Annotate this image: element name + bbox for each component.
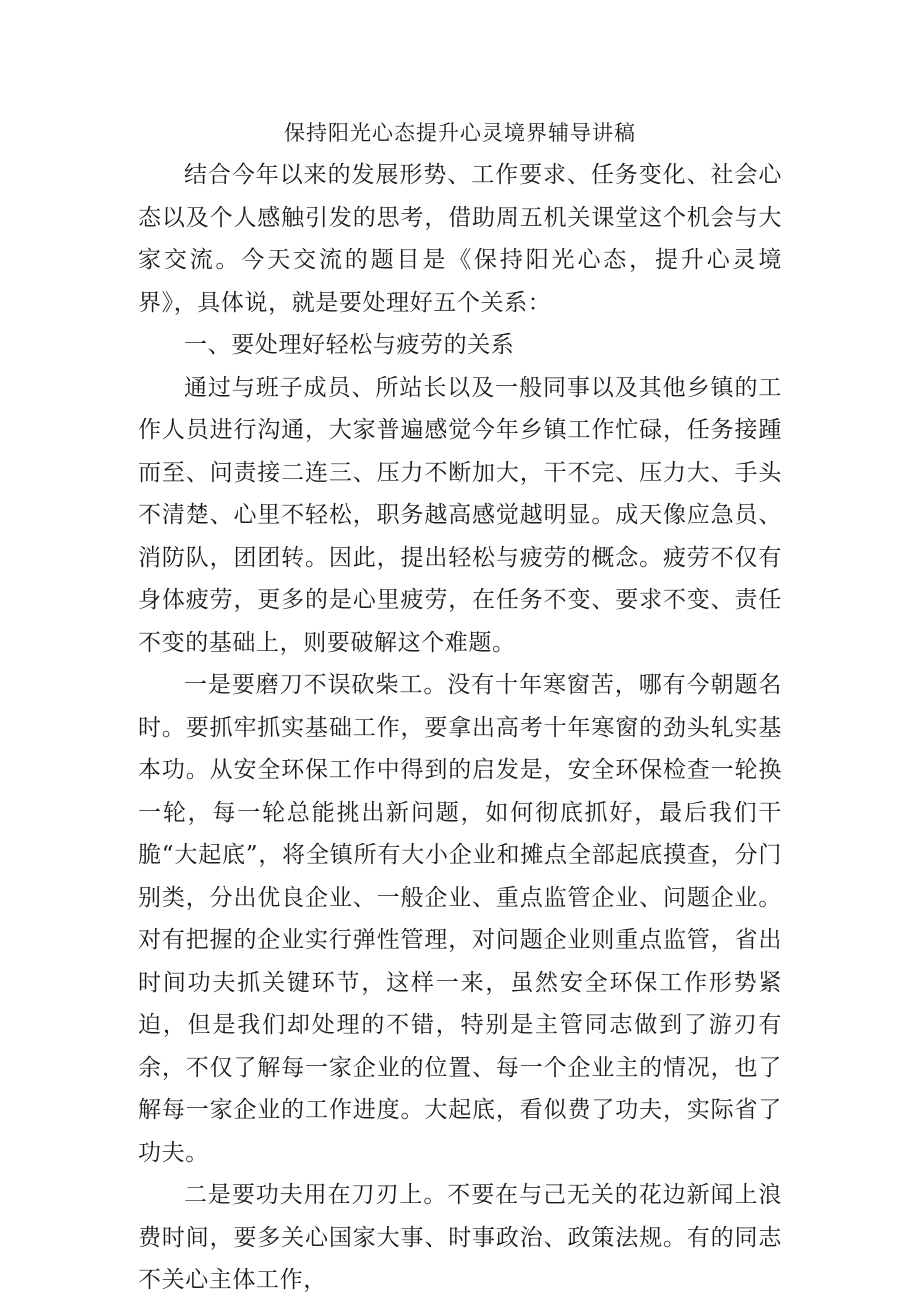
body-paragraph: 二是要功夫用在刀刃上。不要在与己无关的花边新闻上浪费时间，要多关心国家大事、时事政治、政策法规。有的同志不关心主体工作， (138, 1182, 782, 1293)
section-heading: 一、要处理好轻松与疲劳的关系 (184, 332, 515, 358)
document-title: 保持阳光心态提升心灵境界辅导讲稿 (284, 121, 636, 145)
document-body (138, 154, 782, 1302)
body-paragraph: 一是要磨刀不误砍柴工。没有十年寒窗苦，哪有今朝题名时。要抓牢抓实基础工作，要拿出高考十年寒窗的劲头轧实基本功。从安全环保工作中得到的启发是，安全环保检查一轮换一轮，每一轮总能挑出新问题，如何彻底抓好，最后我们干脆“大起底”，将全镇所有大小企业和摊点全部起底摸查，分门别类，分出优良企业、一般企业、重点监管企业、问题企业。对有把握的企业实行弹性管理，对问题企业则重点监管，省出时间功夫抓关键环节，这样一来，虽然安全环保工作形势紧迫，但是我们却处理的不错，特别是主管同志做到了游刃有余，不仅了解每一家企业的位置、每一个企业主的情况，也了解每一家企业的工作进度。大起底，看似费了功夫，实际省了功夫。 (138, 672, 782, 1166)
body-paragraph: 通过与班子成员、所站长以及一般同事以及其他乡镇的工作人员进行沟通，大家普遍感觉今年乡镇工作忙碌，任务接踵而至、问责接二连三、压力不断加大，干不完、压力大、手头不清楚、心里不轻松，职务越高感觉越明显。成天像应急员、消防队，团团转。因此，提出轻松与疲劳的概念。疲劳不仅有身体疲劳，更多的是心里疲劳，在任务不变、要求不变、责任不变的基础上，则要破解这个难题。 (138, 374, 782, 656)
intro-paragraph: 结合今年以来的发展形势、工作要求、任务变化、社会心态以及个人感触引发的思考，借助周五机关课堂这个机会与大家交流。今天交流的题目是《保持阳光心态，提升心灵境界》，具体说，就是要处理好五个关系： (138, 162, 782, 316)
